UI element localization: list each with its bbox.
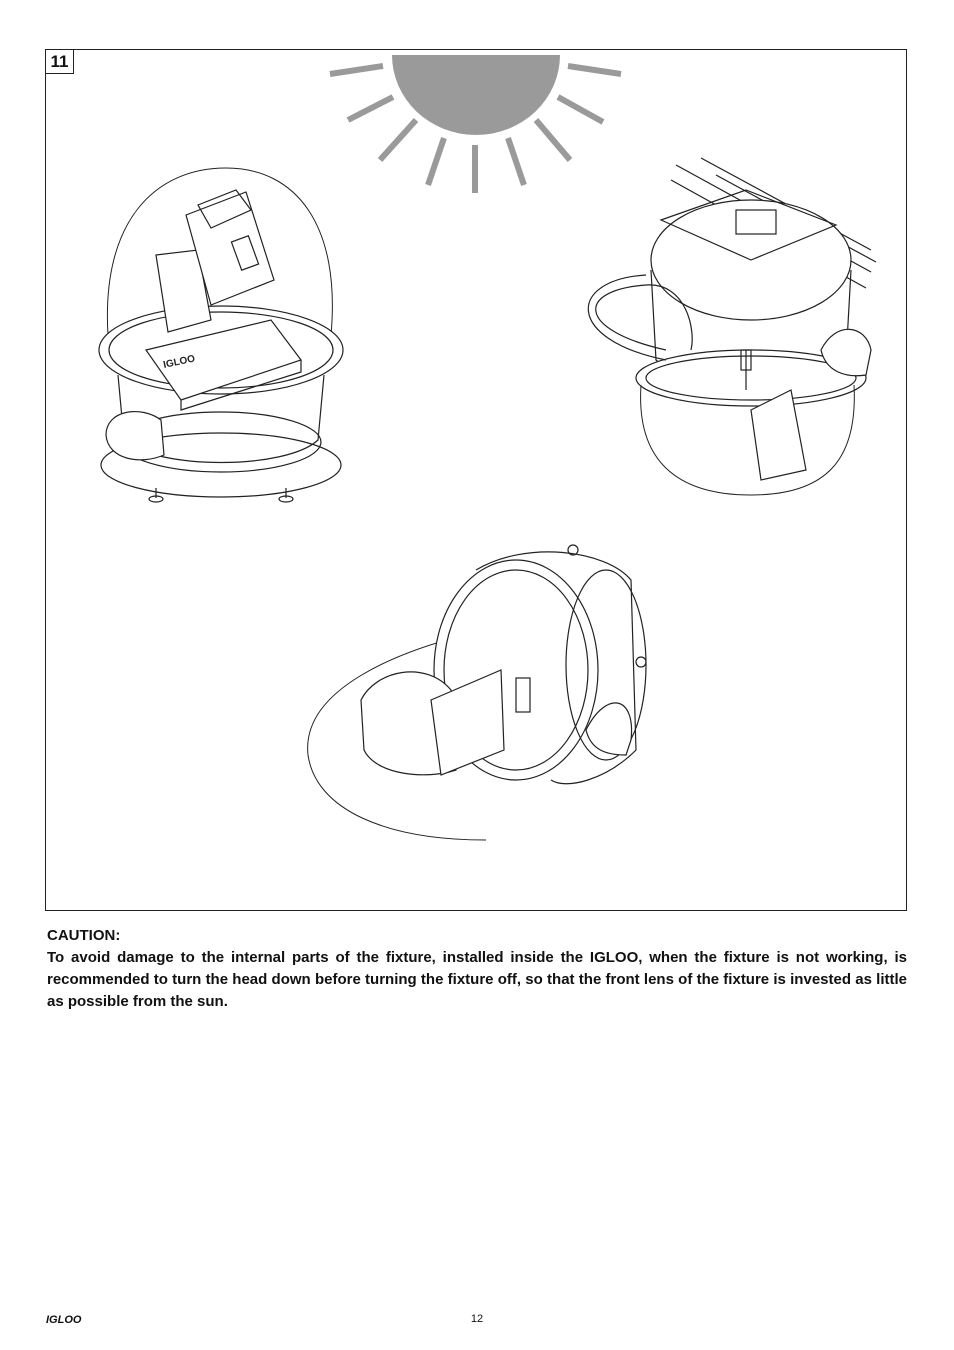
igloo-inverted-ceiling-mount-illustration: [588, 158, 876, 495]
figure-number: 11: [46, 50, 74, 74]
svg-text:IGLOO: IGLOO: [162, 353, 197, 371]
caution-section: [47, 925, 907, 1013]
caution-body: To avoid damage to the internal parts of the fixture, installed inside the IGLOO, when the fixture is not working, is recommended to turn the head down before turning the fixture off, so that the front lens of the fixture is invested as little as possible from the sun.: [47, 949, 907, 1010]
sun-icon: [330, 55, 621, 193]
igloo-sideways-illustration: [308, 545, 646, 840]
figure-illustration: [46, 50, 908, 912]
igloo-upright-illustration: [99, 168, 343, 502]
figure-frame: [45, 49, 907, 911]
footer-brand: IGLOO: [46, 1314, 82, 1326]
caution-title: CAUTION:: [47, 927, 121, 944]
page-number: 12: [470, 1313, 484, 1325]
